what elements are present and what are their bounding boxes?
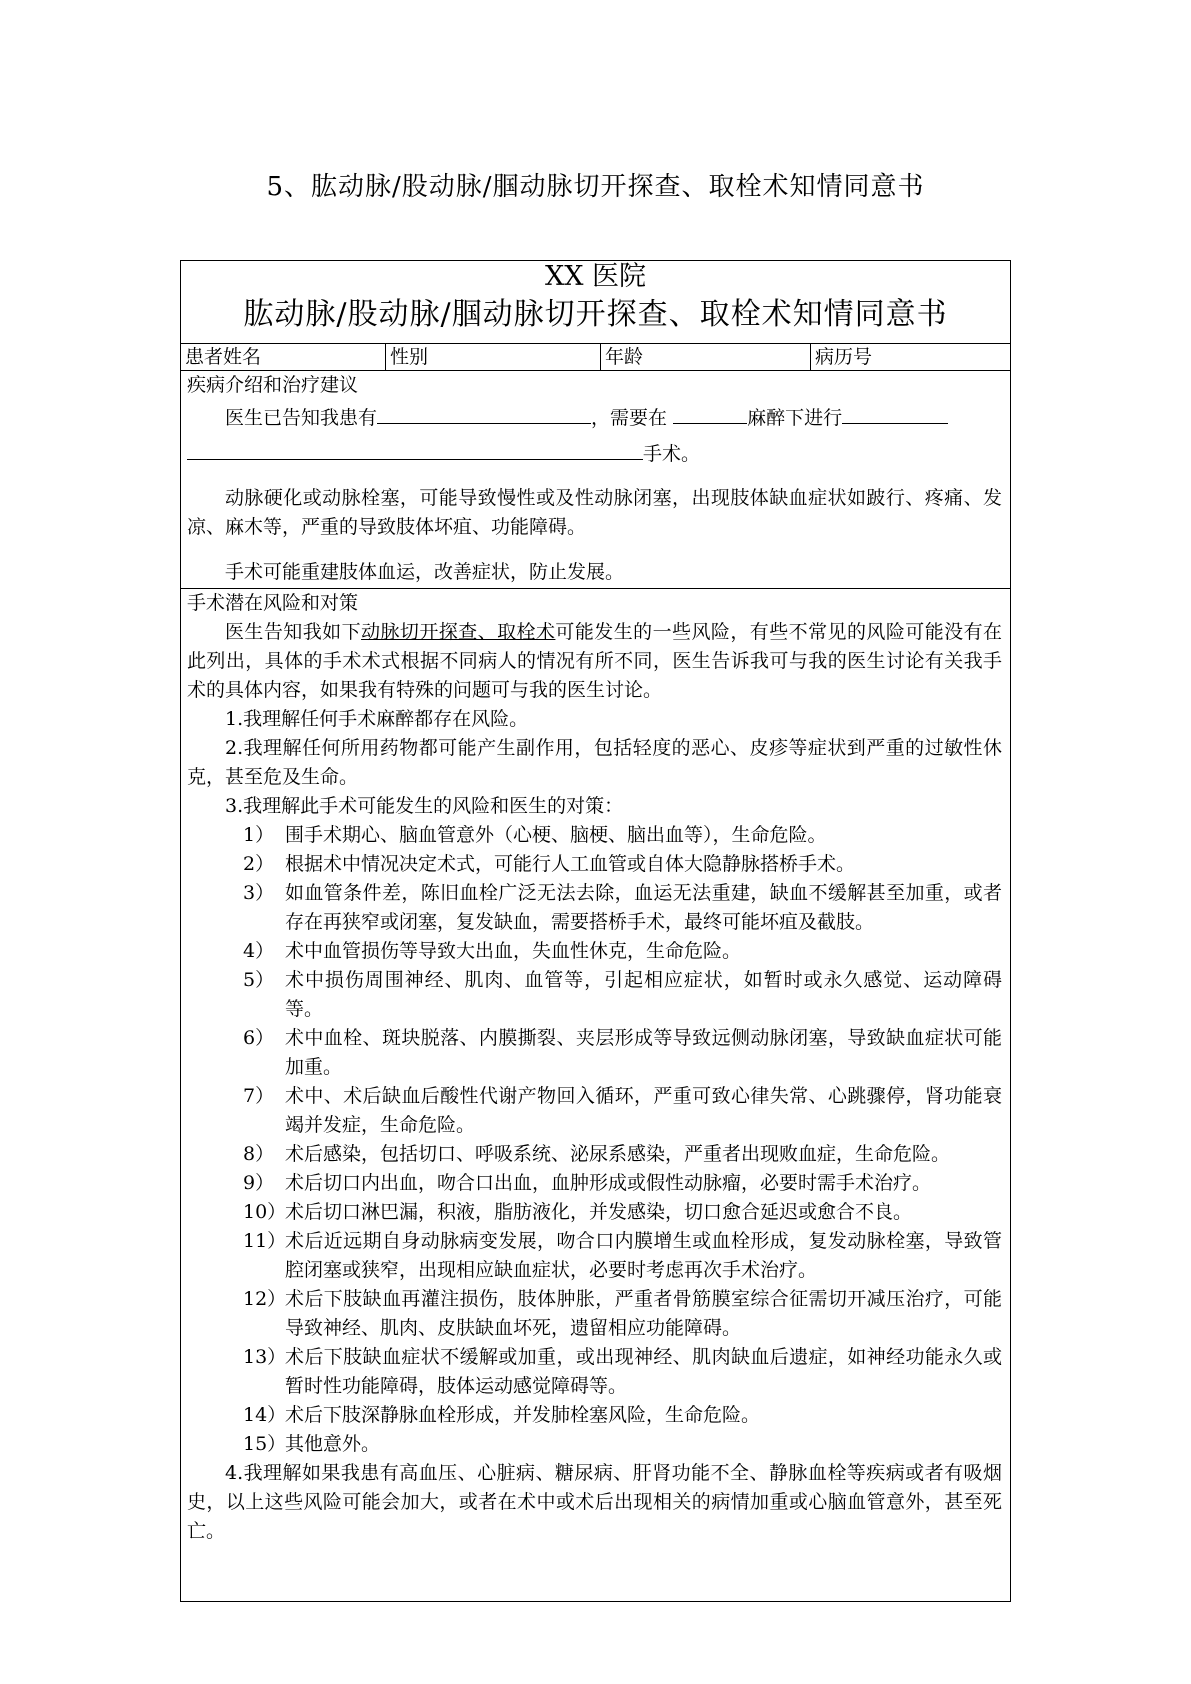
list-item: 15） 其他意外。 [243, 1433, 381, 1455]
form-title: 肱动脉/股动脉/腘动脉切开探查、取栓术知情同意书 [243, 297, 948, 332]
consent-form-table [180, 260, 1011, 1602]
risk-point-4: 4.我理解如果我患有高血压、心脏病、糖尿病、肝肾功能不全、静脉血栓等疾病或者有吸烟史，以上这些风险可能会加大，或者在术中或术后出现相关的病情加重或心脑血管意外，甚至死亡。 [187, 1462, 1003, 1542]
patient-name-label: 患者姓名 [185, 346, 262, 368]
procedure-name-underlined: 动脉切开探查、取栓术 [361, 621, 556, 643]
procedure-line: 手术。 [187, 436, 1002, 472]
list-item: 11） 术后近远期自身动脉病变发展，吻合口内膜增生或血栓形成，复发动脉栓塞，导致管腔闭塞或狭窄，出现相应缺血症状，必要时考虑再次手术治疗。 [243, 1230, 1003, 1281]
risks-heading: 手术潜在风险和对策 [187, 592, 359, 614]
document-title: 5、肱动脉/股动脉/腘动脉切开探查、取栓术知情同意书 [266, 172, 925, 202]
list-item: 9） 术后切口内出血，吻合口出血，血肿形成或假性动脉瘤，必要时需手术治疗。 [243, 1172, 932, 1194]
disease-heading: 疾病介绍和治疗建议 [187, 374, 359, 396]
form-header [181, 261, 1011, 344]
record-number-field[interactable] [811, 344, 1011, 371]
risk-point-1: 1.我理解任何手术麻醉都存在风险。 [225, 708, 529, 730]
diagnosis-blank[interactable] [377, 403, 591, 424]
sex-field[interactable] [386, 344, 601, 371]
list-item: 5） 术中损伤周围神经、肌肉、血管等，引起相应症状，如暂时或永久感觉、运动障碍等。 [243, 969, 1003, 1020]
list-item: 3） 如血管条件差，陈旧血栓广泛无法去除，血运无法重建，缺血不缓解甚至加重，或者存在再狭窄或闭塞，复发缺血，需要搭桥手术，最终可能坏疽及截肢。 [243, 882, 1003, 933]
patient-name-field[interactable] [181, 344, 386, 371]
age-field[interactable] [601, 344, 811, 371]
sex-label: 性别 [390, 346, 429, 368]
list-item: 13） 术后下肢缺血症状不缓解或加重，或出现神经、肌肉缺血后遗症，如神经功能永久或暂时性功能障碍，肢体运动感觉障碍等。 [243, 1346, 1003, 1397]
list-item: 2） 根据术中情况决定术式，可能行人工血管或自体大隐静脉搭桥手术。 [243, 853, 856, 875]
treatment-benefit: 手术可能重建肢体血运，改善症状，防止发展。 [225, 561, 625, 583]
risks-intro: 医生告知我如下动脉切开探查、取栓术可能发生的一些风险，有些不常见的风险可能没有在此列出，具体的手术术式根据不同病人的情况有所不同，医生告诉我可与我的医生讨论有关我手术的具体内容，如果我有特殊的问题可与我的医生讨论。 [187, 621, 1003, 701]
disease-section [181, 371, 1011, 589]
list-item: 4） 术中血管损伤等导致大出血，失血性休克，生命危险。 [243, 940, 742, 962]
diagnosis-line: 医生已告知我患有 ，需要在 麻醉下进行 [187, 400, 1002, 436]
risk-point-3: 3.我理解此手术可能发生的风险和医生的对策： [225, 795, 624, 817]
anesthesia-blank[interactable] [673, 403, 747, 424]
age-label: 年龄 [605, 346, 644, 368]
list-item: 1） 围手术期心、脑血管意外（心梗、脑梗、脑出血等），生命危险。 [243, 824, 827, 846]
list-item: 10） 术后切口淋巴漏，积液，脂肪液化，并发感染，切口愈合延迟或愈合不良。 [243, 1201, 913, 1223]
risks-section [181, 589, 1011, 1602]
list-item: 14） 术后下肢深静脉血栓形成，并发肺栓塞风险，生命危险。 [243, 1404, 761, 1426]
procedure-blank-2[interactable] [187, 439, 643, 460]
list-item: 7） 术中、术后缺血后酸性代谢产物回入循环，严重可致心律失常、心跳骤停，肾功能衰竭并发症，生命危险。 [243, 1085, 1003, 1136]
record-number-label: 病历号 [815, 346, 873, 368]
disease-description: 动脉硬化或动脉栓塞，可能导致慢性或及性动脉闭塞，出现肢体缺血症状如跛行、疼痛、发凉、麻木等，严重的导致肢体坏疽、功能障碍。 [187, 487, 1003, 538]
procedure-blank-1[interactable] [842, 403, 948, 424]
list-item: 6） 术中血栓、斑块脱落、内膜撕裂、夹层形成等导致远侧动脉闭塞，导致缺血症状可能加重。 [243, 1027, 1003, 1078]
risk-point-2: 2.我理解任何所用药物都可能产生副作用，包括轻度的恶心、皮疹等症状到严重的过敏性休克，甚至危及生命。 [187, 737, 1003, 788]
list-item: 8） 术后感染，包括切口、呼吸系统、泌尿系感染，严重者出现败血症，生命危险。 [243, 1143, 951, 1165]
list-item: 12） 术后下肢缺血再灌注损伤，肢体肿胀，严重者骨筋膜室综合征需切开减压治疗，可能导致神经、肌肉、皮肤缺血坏死，遗留相应功能障碍。 [243, 1288, 1003, 1339]
hospital-name: XX 医院 [545, 261, 647, 292]
